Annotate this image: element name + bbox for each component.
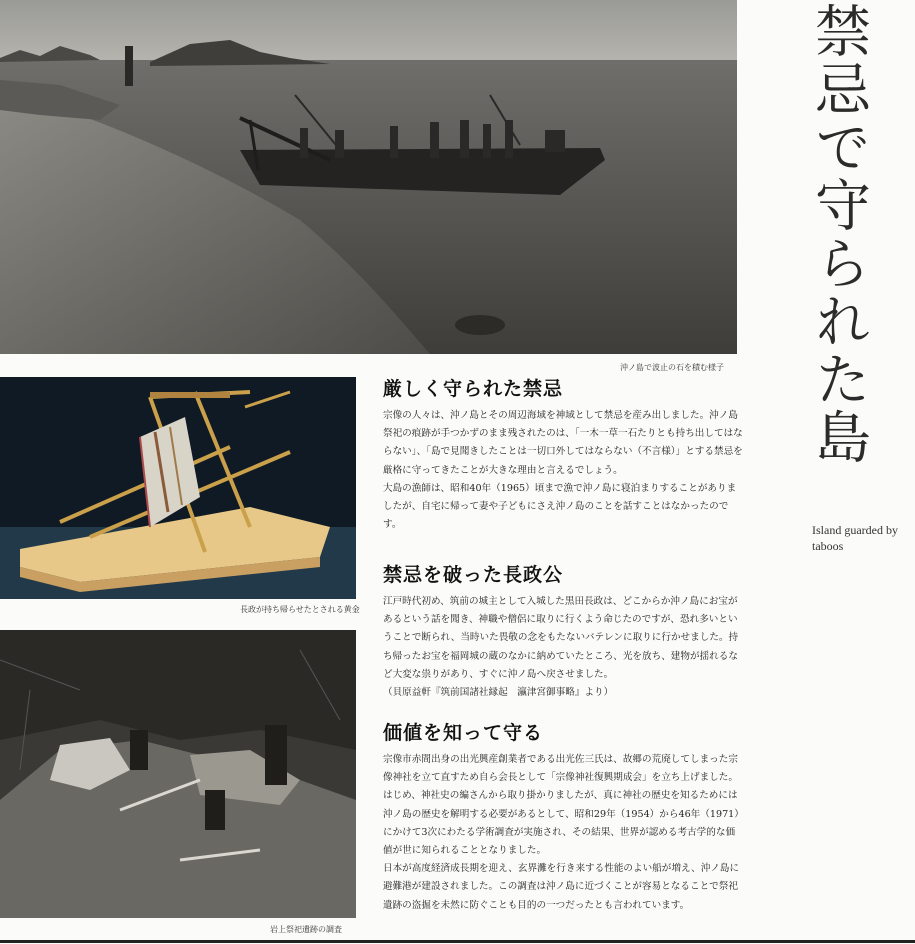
bottom-rule (0, 940, 915, 943)
section-heading: 価値を知って守る (383, 722, 544, 744)
section-paragraph: 大島の漁師は、昭和40年（1965）頃まで漁で沖ノ島に寝泊まりすることがありましたが、自宅に帰って妻や子どもにさえ沖ノ島のことを話すことはなかったのです。 (383, 482, 737, 531)
loom-photo-caption: 長政が持ち帰らせたとされる黄金 (240, 605, 360, 614)
section-paragraph: 宗像市赤間出身の出光興産創業者である出光佐三氏は、故郷の荒廃してしまった宗像神社を立て直すため自ら会長として「宗像神社復興期成会」を立ち上げました。はじめ、神社史の編さんから取り掛かりましたが、真に神社の歴史を知るためには沖ノ島の歴史を解明する必要があるとして、昭和29年（1954）から46年（1971）にかけて3次にわたる学術調査が実施され、その結果、世界が認める考古学的な価値が世に知られることとなりました。 (383, 754, 740, 857)
loom-photo (0, 377, 356, 599)
section-heading: 厳しく守られた禁忌 (383, 378, 564, 400)
top-photo-boat-shore (0, 0, 737, 354)
section-taboos-kept (383, 374, 743, 534)
section-paragraph: 日本が高度経済成長期を迎え、玄界灘を行き来する性能のよい船が増え、沖ノ島に避難港が建設されました。この調査は沖ノ島に近づくことが容易となることで祭祀遺跡の盗掘を未然に防ぐことも目的の一つだったとも言われています。 (383, 863, 740, 911)
section-heading: 禁忌を破った長政公 (383, 564, 564, 586)
section-paragraph: （貝原益軒『筑前国諸社縁起 瀛津宮御事略』より） (383, 687, 614, 699)
section-paragraph: 宗像の人々は、沖ノ島とその周辺海域を神域として禁忌を産み出しました。沖ノ島祭祀の痕跡が手つかずのまま残されたのは、「一木一草一石たりとも持ち出してはならない」、「島で見聞きしたことは一切口外してはならない（不言様）」とする禁忌を厳格に守ってきたことが大きな理由と言えるでしょう。 (383, 410, 743, 476)
page-subtitle-english: Island guarded by taboos (812, 523, 898, 553)
excavation-photo (0, 630, 356, 918)
section-paragraph: 江戸時代初め、筑前の城主として入城した黒田長政は、どこからか沖ノ島にお宝があるという話を聞き、神職や僧侶に取りに行くよう命じたのですが、恐れ多いということで断られ、当時いた畏敬の念をもたないバテレンに取りに行かせました。持ち帰ったお宝を福岡城の蔵のなかに納めていたところ、光を放ち、建物が揺れるなど大変な祟りがあり、すぐに沖ノ島へ戻させました。 (383, 596, 739, 680)
excavation-photo-caption: 岩上祭祀遺跡の調査 (270, 925, 342, 934)
page-title: 禁忌で守られた島 (806, 2, 871, 466)
top-photo-caption: 沖ノ島で波止の石を積む様子 (620, 363, 724, 372)
section-know-value (383, 718, 743, 915)
section-nagamasa (383, 560, 743, 702)
